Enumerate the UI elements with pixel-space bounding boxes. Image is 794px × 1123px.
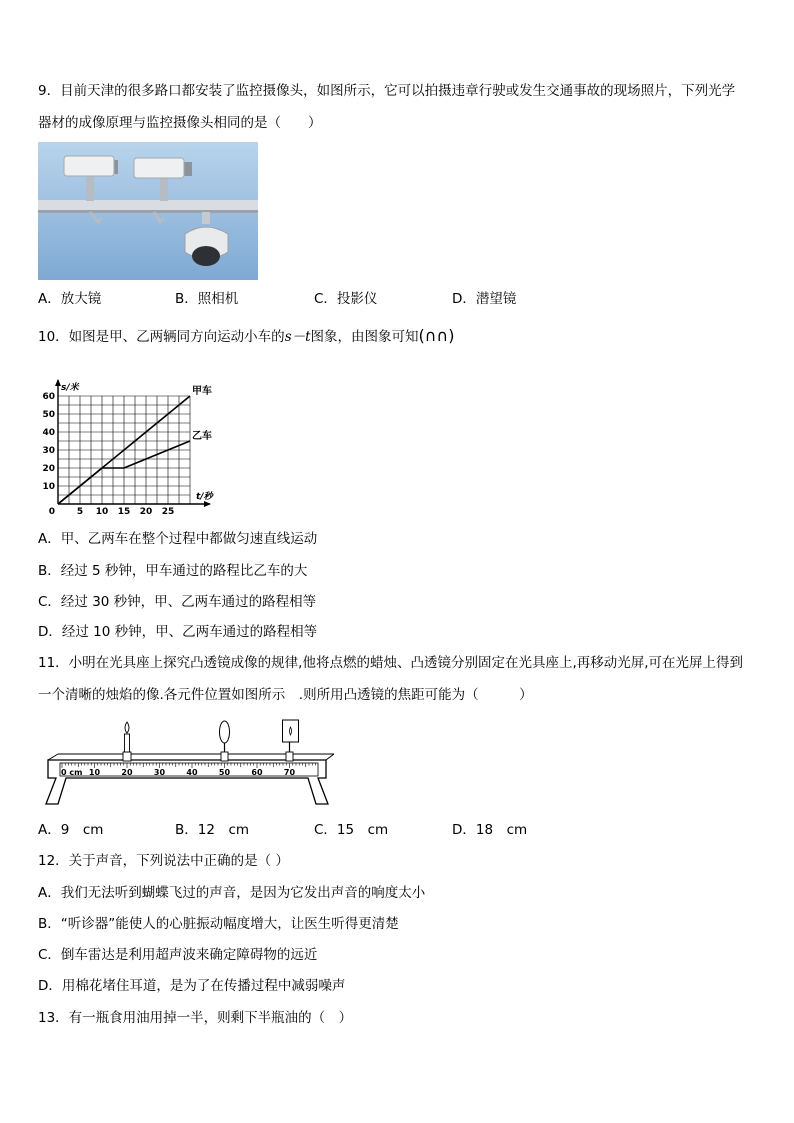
q11-option-c[interactable]: C．15 cm — [314, 822, 389, 838]
q11-stem-line2: 一个清晰的烛焰的像.各元件位置如图所示 .则所用凸透镜的焦距可能为（ ） — [38, 687, 533, 703]
y-tick-label: 40 — [42, 428, 55, 438]
q10-stem — [38, 327, 454, 346]
y-tick-label: 10 — [42, 482, 55, 492]
series-label-1: 甲车 — [192, 386, 212, 397]
y-tick-label: 50 — [42, 410, 55, 420]
q9-option-c[interactable]: C．投影仪 — [314, 291, 378, 307]
q12-option-d[interactable]: D．用棉花堵住耳道，是为了在传播过程中减弱噪声 — [38, 978, 346, 994]
q9-option-b[interactable]: B．照相机 — [175, 291, 239, 307]
q10-stem-post: 图象，由图象可知 — [310, 329, 419, 345]
y-tick-label: 20 — [42, 464, 55, 474]
st-graph — [30, 370, 230, 518]
q9-option-a[interactable]: A．放大镜 — [38, 291, 102, 307]
ruler-tick-label: 40 — [186, 768, 198, 777]
ruler-tick-label: 60 — [251, 768, 263, 777]
ruler-tick-label: 10 — [88, 768, 101, 777]
q12-stem: 12．关于声音，下列说法中正确的是（ ） — [38, 853, 289, 869]
q9-stem-line1: 9．目前天津的很多路口都安装了监控摄像头，如图所示，它可以拍摄违章行驶或发生交通事故的现场照片，下列光学 — [38, 83, 736, 99]
q9-stem-line2: 器材的成像原理与监控摄像头相同的是（ ） — [38, 115, 322, 131]
y-tick-label: 60 — [42, 392, 55, 402]
origin-label: 0 — [48, 507, 55, 517]
q12-option-a[interactable]: A．我们无法听到蝴蝶飞过的声音，是因为它发出声音的响度太小 — [38, 885, 426, 901]
q10-stem-paren: (∩∩) — [418, 326, 455, 345]
q12-option-b[interactable]: B．“听诊器”能使人的心脏振动幅度增大，让医生听得更清楚 — [38, 916, 399, 932]
lens-holder — [221, 752, 228, 761]
st-graph-svg — [30, 370, 230, 518]
x-axis-label: t/秒 — [196, 492, 213, 502]
ruler-tick-label: 70 — [283, 768, 296, 777]
q11-option-b[interactable]: B．12 cm — [175, 822, 250, 838]
surveillance-camera-photo — [38, 142, 258, 280]
y-tick-label: 30 — [42, 446, 55, 456]
candle-holder — [123, 752, 131, 761]
q13-stem: 13．有一瓶食用油用掉一半，则剩下半瓶油的（ ） — [38, 1010, 353, 1026]
candle-flame — [125, 722, 129, 733]
optical-bench-svg — [44, 718, 334, 808]
q10-stem-st: s－t — [284, 329, 311, 345]
q9-options — [38, 290, 638, 308]
ruler-tick-label: 20 — [121, 768, 133, 777]
q12-option-c[interactable]: C．倒车雷达是利用超声波来确定障碍物的远近 — [38, 947, 318, 963]
q11-stem-line1: 11．小明在光具座上探究凸透镜成像的规律,他将点燃的蜡烛、凸透镜分别固定在光具座上,再移动光屏,可在光屏上得到 — [38, 655, 744, 671]
x-tick-label: 5 — [76, 507, 84, 517]
series-label-2: 乙车 — [192, 431, 212, 442]
x-tick-label: 15 — [117, 507, 131, 517]
x-tick-label: 25 — [161, 507, 175, 517]
q9-option-d[interactable]: D．潜望镜 — [452, 291, 517, 307]
q10-option-d[interactable]: D．经过 10 秒钟，甲、乙两车通过的路程相等 — [38, 624, 318, 640]
q11-option-a[interactable]: A．9 cm — [38, 822, 104, 838]
x-tick-label: 10 — [95, 507, 109, 517]
q10-option-c[interactable]: C．经过 30 秒钟，甲、乙两车通过的路程相等 — [38, 594, 317, 610]
ruler-tick-label: 30 — [153, 768, 166, 777]
q10-option-b[interactable]: B．经过 5 秒钟，甲车通过的路程比乙车的大 — [38, 563, 308, 579]
optical-bench-figure — [44, 718, 334, 808]
flame-image — [290, 727, 292, 735]
q10-option-a[interactable]: A．甲、乙两车在整个过程中都做匀速直线运动 — [38, 531, 318, 547]
ruler-unit-label: 0 cm — [61, 768, 83, 777]
q11-option-d[interactable]: D．18 cm — [452, 822, 528, 838]
screen-holder — [286, 752, 293, 761]
x-tick-label: 20 — [139, 507, 153, 517]
convex-lens — [220, 721, 230, 743]
y-axis-label: s/米 — [61, 383, 79, 393]
q11-options — [38, 821, 638, 839]
q10-stem-pre: 10．如图是甲、乙两辆同方向运动小车的 — [38, 329, 285, 345]
ruler-tick-label: 50 — [218, 768, 231, 777]
candle-body — [125, 734, 130, 752]
